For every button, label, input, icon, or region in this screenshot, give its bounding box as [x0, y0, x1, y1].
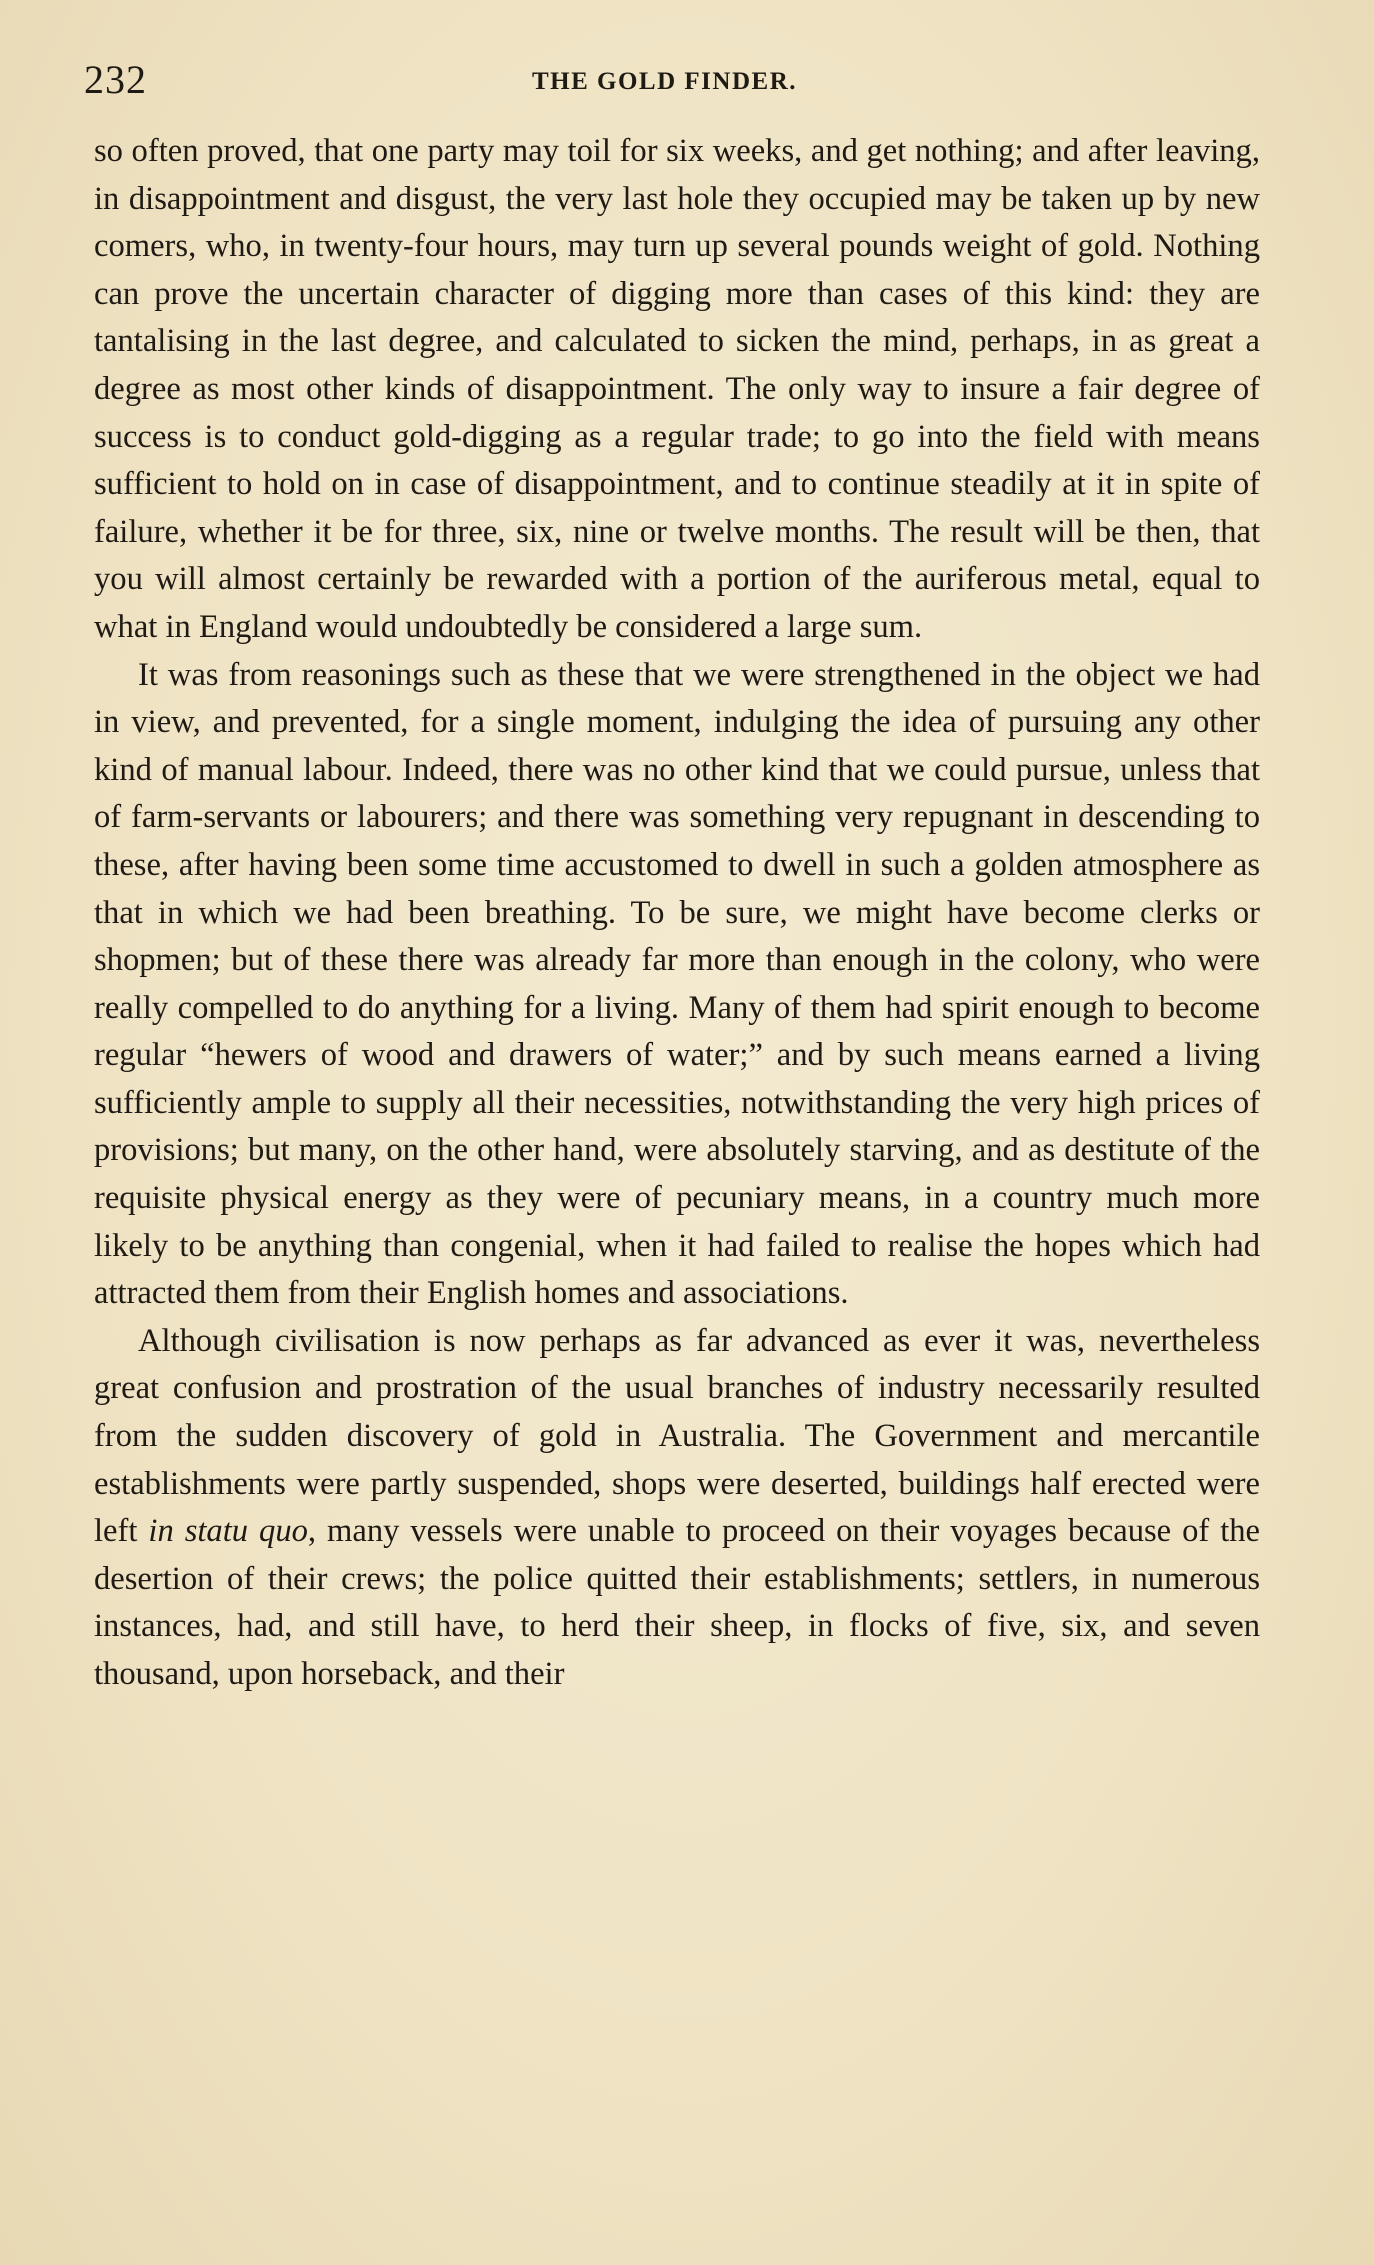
page-number: 232	[84, 57, 147, 102]
paragraph-2: It was from reasonings such as these that we were strengthened in the object we had in view, and prevented, for a single moment, indulging the idea of pursuing any other kind of manual labour. Indeed, there was no other kind that we could pursue, unless that of farm-servants or labourers; and there was something very repugnant in descending to these, after having been some time accustomed to dwell in such a golden atmosphere as that in which we had been breathing. To be sure, we might have become clerks or shopmen; but of these there was already far more than enough in the colony, who were really compelled to do anything for a living. Many of them had spirit enough to become regular “hewers of wood and drawers of water;” and by such means earned a living sufficiently ample to supply all their necessities, notwithstanding the very high prices of provisions; but many, on the other hand, were absolutely starving, and as destitute of the requisite physical energy as they were of pecuniary means, in a country much more likely to be anything than congenial, when it had failed to realise the hopes which had attracted them from their English homes and associations.	[94, 656, 1260, 1312]
paragraph-3-text-before: Although civilisation is now perhaps as far advanced as ever it was, nevertheless great confusion and prostration of the usual branches of industry necessarily resulted from the sudden discovery of gold in Australia. The Government and mercantile establishments were partly suspended, shops were deserted, buildings half erected were left	[94, 1322, 1260, 1550]
running-head	[84, 52, 1274, 112]
paragraph-3-text-after: , many vessels were unable to proceed on their voyages because of the desertion of their crews; the police quitted their establishments; settlers, in numerous instances, had, and still have, to herd their sheep, in flocks of five, six, and seven thousand, upon horseback, and their	[94, 1513, 1261, 1692]
paragraph-3	[94, 1318, 1260, 1699]
paragraph-3-italic-phrase: in statu quo	[148, 1513, 308, 1550]
body-text	[94, 128, 1260, 1699]
running-title: THE GOLD FINDER.	[532, 68, 798, 95]
paragraph-1: so often proved, that one party may toil for six weeks, and get nothing; and after leaving, in disappointment and disgust, the very last hole they occupied may be taken up by new comers, who, in twenty-four hours, may turn up several pounds weight of gold. Nothing can prove the uncertain character of digging more than cases of this kind: they are tantalising in the last degree, and calculated to sicken the mind, perhaps, in as great a degree as most other kinds of disappointment. The only way to insure a fair degree of success is to conduct gold-digging as a regular trade; to go into the field with means sufficient to hold on in case of disappointment, and to continue steadily at it in spite of failure, whether it be for three, six, nine or twelve months. The result will be then, that you will almost certainly be rewarded with a portion of the auriferous metal, equal to what in England would undoubtedly be considered a large sum.	[94, 133, 1260, 645]
